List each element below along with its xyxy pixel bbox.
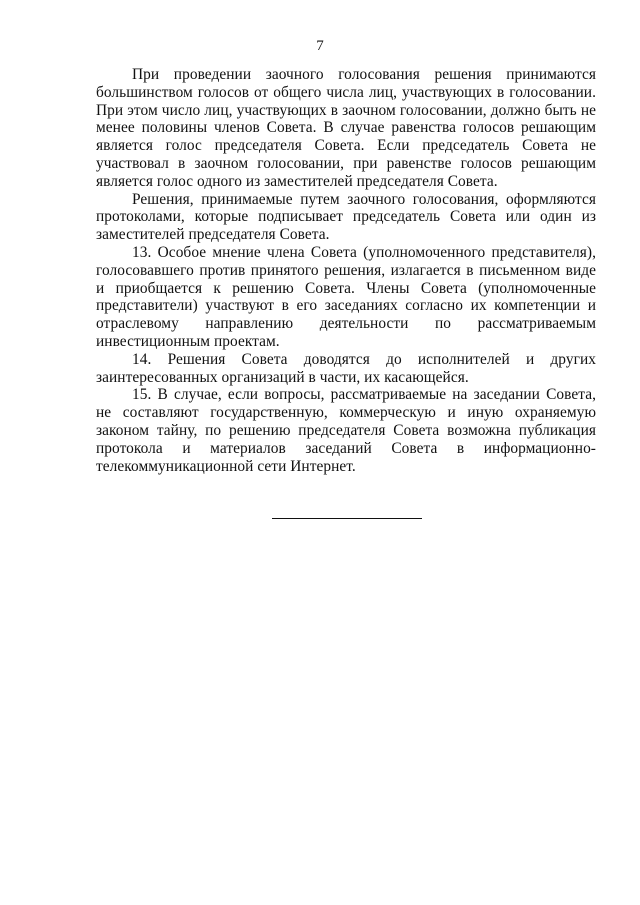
paragraph-voting-protocols: Решения, принимаемые путем заочного голосования, оформляются протоколами, которые подписывает председатель Совета или один из заместителей председателя Совета. (96, 190, 596, 244)
paragraph-item-15: 15. В случае, если вопросы, рассматриваемые на заседании Совета, не составляют государственную, коммерческую и иную охраняемую законом тайну, по решению председателя Совета возможна публикация протокола и материалов заседаний Совета в информационно-телекоммуникационной сети Интернет. (96, 386, 596, 475)
page-number: 7 (316, 38, 324, 54)
document-body (96, 66, 596, 475)
paragraph-absentee-voting: При проведении заочного голосования решения принимаются большинством голосов от общего числа лиц, участвующих в голосовании. При этом число лиц, участвующих в заочном голосовании, должно быть не менее половины членов Совета. В случае равенства голосов решающим является голос председателя Совета. Если председатель Совета не участвовал в заочном голосовании, при равенстве голосов решающим является голос одного из заместителей председателя Совета. (96, 66, 596, 190)
end-separator-line (272, 518, 422, 519)
paragraph-item-13: 13. Особое мнение члена Совета (уполномоченного представителя), голосовавшего против принятого решения, излагается в письменном виде и приобщается к решению Совета. Члены Совета (уполномоченные представители) участвуют в его заседаниях согласно их компетенции и отраслевому направлению деятельности по рассматриваемым инвестиционным проектам. (96, 243, 596, 350)
paragraph-item-14: 14. Решения Совета доводятся до исполнителей и других заинтересованных организаций в части, их касающейся. (96, 350, 596, 386)
